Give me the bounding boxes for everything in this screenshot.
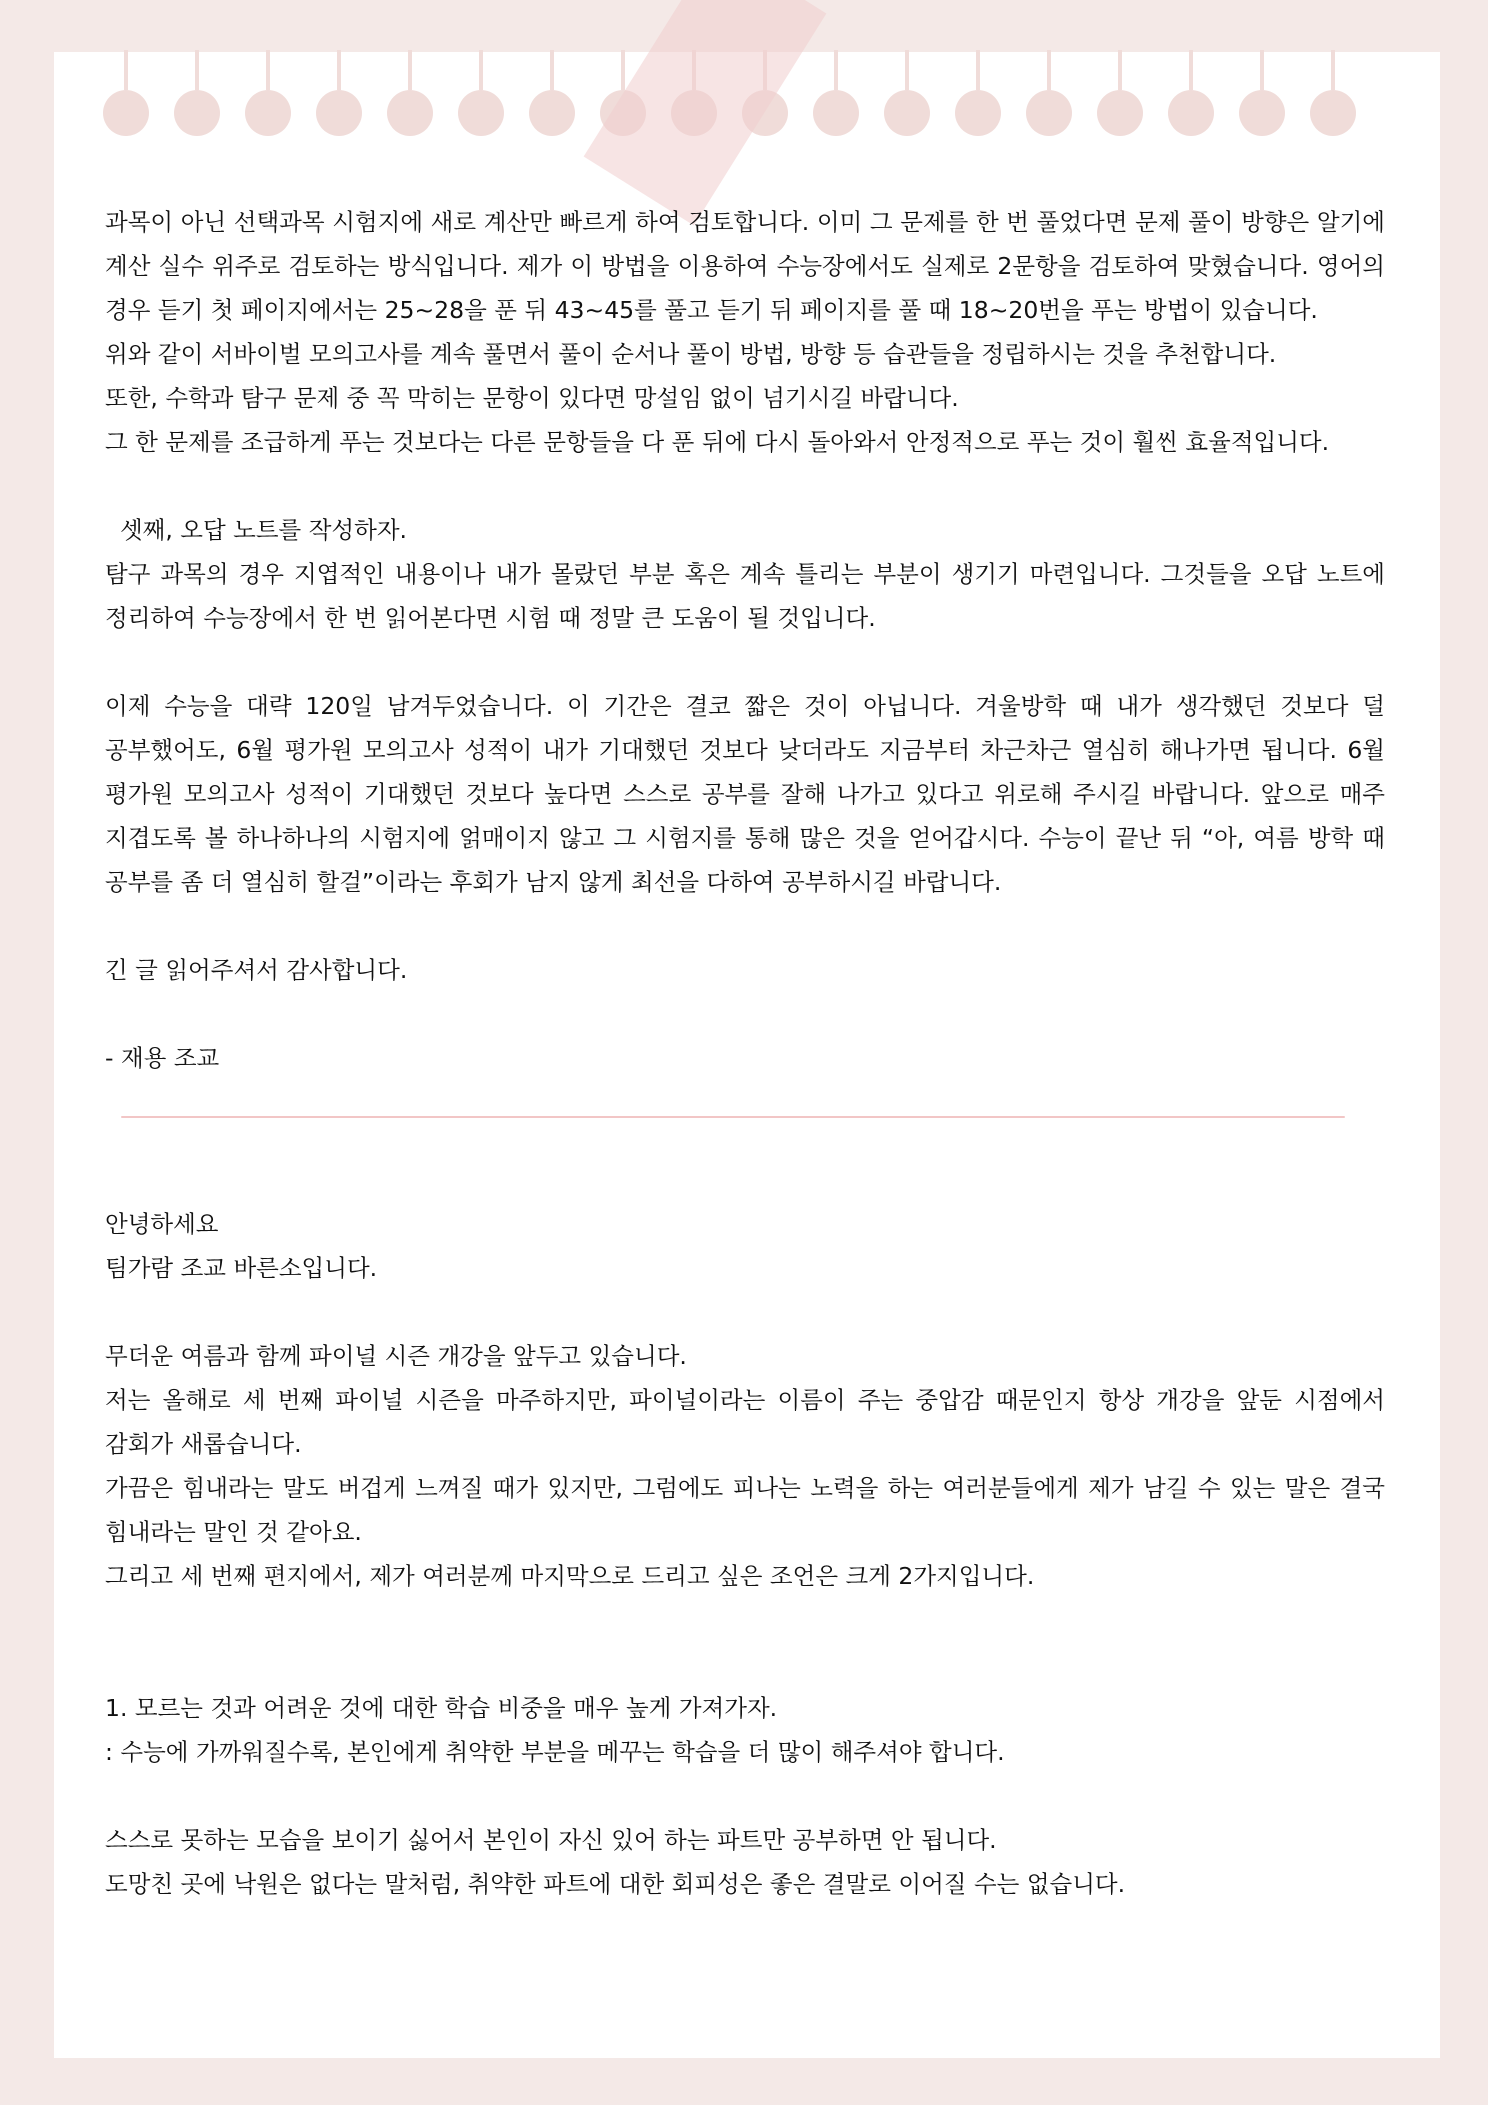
spacer (105, 1774, 1385, 1818)
spacer (105, 640, 1385, 684)
section-divider (121, 1116, 1345, 1118)
spacer (105, 992, 1385, 1036)
paragraph: 위와 같이 서바이벌 모의고사를 계속 풀면서 풀이 순서나 풀이 방법, 방향 등 습관들을 정립하시는 것을 추천합니다. (105, 340, 1277, 368)
binder-hole (103, 90, 149, 136)
binder-hole (316, 90, 362, 136)
paragraph: 이제 수능을 대략 120일 남겨두었습니다. 이 기간은 결코 짧은 것이 아닙니다. 겨울방학 때 내가 생각했던 것보다 덜 공부했어도, 6월 평가원 모의고사 성적이 내가 기대했던 것보다 낮더라도 지금부터 차근차근 열심히 해나가면 됩니다. 6월 평가원 모의고사 성적이 기대했던 것보다 높다면 스스로 공부를 잘해 나가고 있다고 위로해 주시길 바랍니다. 앞으로 매주 지겹도록 볼 하나하나의 시험지에 얽매이지 않고 그 시험지를 통해 많은 것을 얻어갑시다. 수능이 끝난 뒤 “아, 여름 방학 때 공부를 좀 더 열심히 할걸”이라는 후회가 남지 않게 최선을 다하여 공부하시길 바랍니다. (105, 692, 1385, 896)
binder-hole (813, 90, 859, 136)
paragraph: 도망친 곳에 낙원은 없다는 말처럼, 취약한 파트에 대한 회피성은 좋은 결말로 이어질 수는 없습니다. (105, 1870, 1126, 1898)
section-heading: 셋째, 오답 노트를 작성하자. (105, 516, 408, 544)
paragraph: 그리고 세 번째 편지에서, 제가 여러분께 마지막으로 드리고 싶은 조언은 크게 2가지입니다. (105, 1562, 1035, 1590)
binder-hole (245, 90, 291, 136)
binder-hole (1239, 90, 1285, 136)
binder-hole (1168, 90, 1214, 136)
greeting: 안녕하세요 (105, 1210, 219, 1238)
advice-description: : 수능에 가까워질수록, 본인에게 취약한 부분을 메꾸는 학습을 더 많이 해주셔야 합니다. (105, 1738, 1005, 1766)
binder-hole (529, 90, 575, 136)
paragraph: 무더운 여름과 함께 파이널 시즌 개강을 앞두고 있습니다. (105, 1342, 687, 1370)
spacer (105, 1158, 1385, 1202)
paragraph: 가끔은 힘내라는 말도 버겁게 느껴질 때가 있지만, 그럼에도 피나는 노력을 하는 여러분들에게 제가 남길 수 있는 말은 결국 힘내라는 말인 것 같아요. (105, 1474, 1385, 1546)
signature: - 재용 조교 (105, 1044, 220, 1072)
paragraph: 그 한 문제를 조급하게 푸는 것보다는 다른 문항들을 다 푼 뒤에 다시 돌아와서 안정적으로 푸는 것이 훨씬 효율적입니다. (105, 428, 1330, 456)
spacer (105, 1598, 1385, 1686)
binder-hole (458, 90, 504, 136)
binder-hole (1097, 90, 1143, 136)
binder-hole (1310, 90, 1356, 136)
spacer (105, 1290, 1385, 1334)
paragraph: 탐구 과목의 경우 지엽적인 내용이나 내가 몰랐던 부분 혹은 계속 틀리는 부분이 생기기 마련입니다. 그것들을 오답 노트에 정리하여 수능장에서 한 번 읽어본다면 시험 때 정말 큰 도움이 될 것입니다. (105, 560, 1385, 632)
binder-hole (955, 90, 1001, 136)
letter-content (105, 200, 1385, 1906)
paragraph: 과목이 아닌 선택과목 시험지에 새로 계산만 빠르게 하여 검토합니다. 이미 그 문제를 한 번 풀었다면 문제 풀이 방향은 알기에 계산 실수 위주로 검토하는 방식입니다. 제가 이 방법을 이용하여 수능장에서도 실제로 2문항을 검토하여 맞혔습니다. 영어의 경우 듣기 첫 페이지에서는 25~28을 푼 뒤 43~45를 풀고 듣기 뒤 페이지를 풀 때 18~20번을 푸는 방법이 있습니다. (105, 208, 1385, 324)
advice-point: 1. 모르는 것과 어려운 것에 대한 학습 비중을 매우 높게 가져가자. (105, 1694, 778, 1722)
paragraph: 또한, 수학과 탐구 문제 중 꼭 막히는 문항이 있다면 망설임 없이 넘기시길 바랍니다. (105, 384, 959, 412)
binder-hole (174, 90, 220, 136)
binder-hole (884, 90, 930, 136)
spacer (105, 464, 1385, 508)
binder-hole (387, 90, 433, 136)
introduction: 팀가람 조교 바른소입니다. (105, 1254, 378, 1282)
closing-text: 긴 글 읽어주셔서 감사합니다. (105, 956, 408, 984)
paragraph: 스스로 못하는 모습을 보이기 싫어서 본인이 자신 있어 하는 파트만 공부하면 안 됩니다. (105, 1826, 997, 1854)
spacer (105, 904, 1385, 948)
binder-hole (1026, 90, 1072, 136)
paragraph: 저는 올해로 세 번째 파이널 시즌을 마주하지만, 파이널이라는 이름이 주는 중압감 때문인지 항상 개강을 앞둔 시점에서 감회가 새롭습니다. (105, 1386, 1385, 1458)
